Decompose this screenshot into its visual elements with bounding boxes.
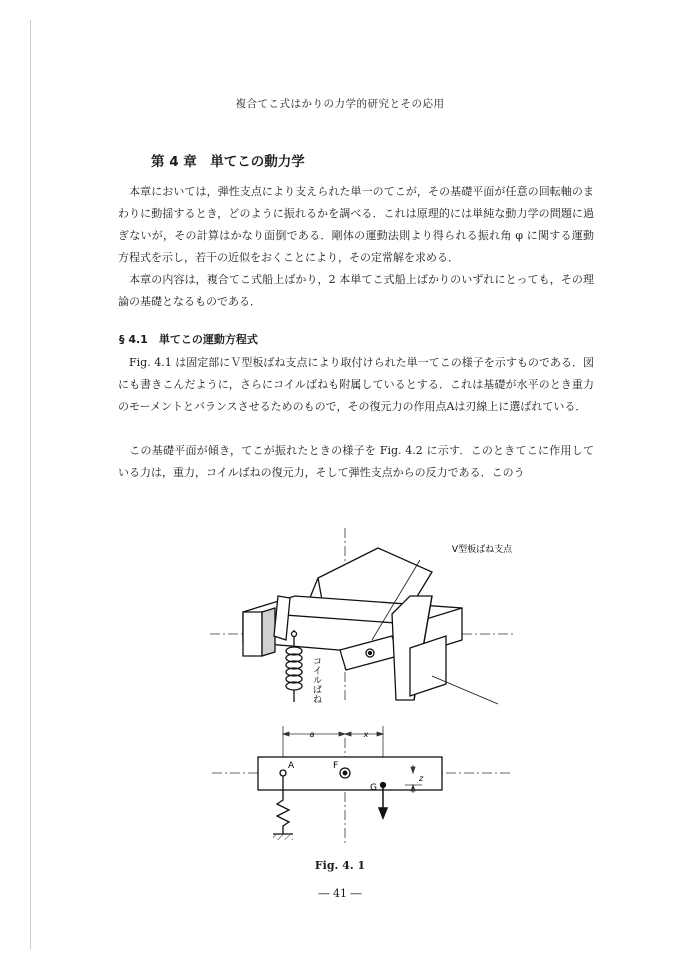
z-label: z bbox=[419, 774, 424, 783]
v-spring-label: V型板ばね支点 bbox=[451, 545, 513, 555]
chapter-title: 第 4 章 単てこの動力学 bbox=[151, 154, 305, 170]
dim-x-label: x bbox=[363, 730, 369, 739]
section-paragraph-1-text: Fig. 4.1 は固定部にＶ型板ばね支点により取付けられた単一てこの様子を示すものである．図にも書きこんだように，さらにコイルばねも附属しているとする．これは基礎が水平のとき重力のモーメントとバランスさせるためのもので，その復元力の作用点Aは刃線上に選ばれている． bbox=[118, 356, 594, 413]
fulcrum-label: F bbox=[333, 761, 339, 771]
page-number: ― 41 ― bbox=[318, 887, 362, 900]
section-title: § 4.1 単てこの運動方程式 bbox=[119, 333, 258, 346]
point-a-label: A bbox=[288, 761, 295, 771]
ground-hatch bbox=[273, 834, 293, 840]
figure-caption: Fig. 4. 1 bbox=[314, 859, 366, 872]
intro-paragraph-2-text: 本章の内容は，複合てこ式船上ばかり，2 本単てこ式船上ばかりのいずれにとっても，その理論の基礎となるものである． bbox=[118, 273, 594, 308]
lever-perspective-drawing bbox=[243, 548, 498, 704]
point-a-marker bbox=[280, 770, 286, 776]
intro-paragraph-1-text: 本章においては，弾性支点により支えられた単一のてこが，その基礎平面が任意の回転軸のまわりに動揺するとき，どのように振れるかを調べる．これは原理的には単純な動力学の問題に過ぎないが，その計算はかなり面倒である．剛体の運動法則より得られる振れ角 φ に関する運動方程式を示し，若干の近似をおくことにより，その定常解を求める． bbox=[118, 185, 594, 264]
running-head: 複合てこ式はかりの力学的研究とその応用 bbox=[235, 98, 445, 110]
section-paragraph-2-text: この基礎平面が傾き，てこが振れたときの様子を Fig. 4.2 に示す．このときてこに作用している力は，重力，コイルばねの復元力，そして弾性支点からの反力である．このう bbox=[118, 444, 594, 479]
dim-a-label: a bbox=[309, 730, 315, 739]
coil-spring-label: コイルばね bbox=[310, 656, 322, 704]
point-g-label: G bbox=[370, 783, 377, 793]
